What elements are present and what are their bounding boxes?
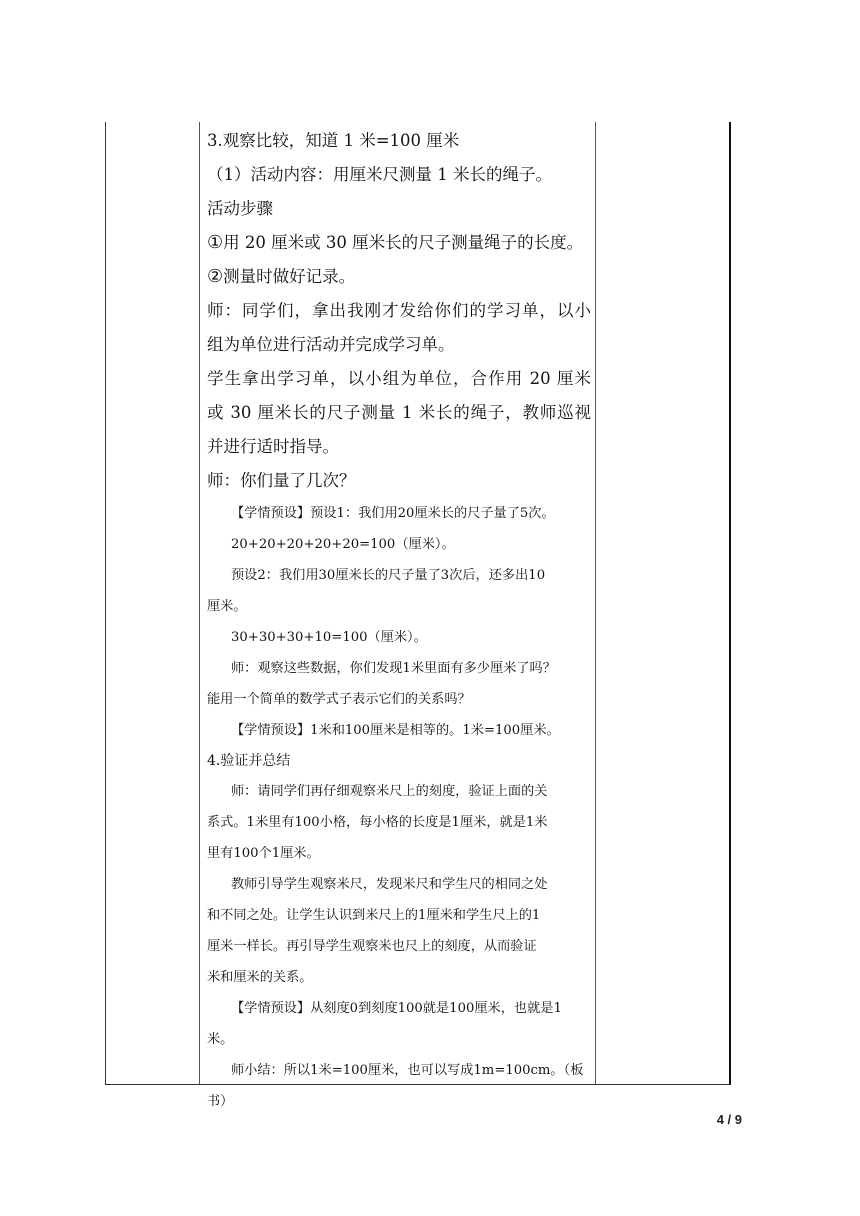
teacher-question: 师：你们量了几次？: [207, 471, 356, 490]
section-heading-3: 3.观察比较，知道 1 米=100 厘米: [207, 131, 460, 150]
student-text-line: 学生拿出学习单，以小组为单位，合作用 20 厘米: [207, 369, 591, 388]
preset-line: 米。: [207, 1032, 234, 1047]
guide-text-line: 厘米一样长。再引导学生观察米也尺上的刻度，从而验证: [207, 939, 537, 954]
step-2: ②测量时做好记录。: [207, 266, 356, 287]
column-divider-right: [595, 122, 596, 1084]
guide-text-line: 和不同之处。让学生认识到米尺上的1厘米和学生尺上的1: [207, 908, 541, 923]
circled-number: ②: [207, 266, 224, 287]
equation-line: 30+30+30+10=100（厘米）。: [231, 630, 427, 645]
preset-line: 【学情预设】1米和100厘米是相等的。1米=100厘米。: [231, 723, 560, 738]
column-divider-left: [199, 122, 200, 1084]
teacher-text-line: 能用一个简单的数学式子表示它们的关系吗？: [207, 692, 471, 707]
teacher-text-line: 里有100个1厘米。: [207, 846, 320, 861]
guide-text-line: 教师引导学生观察米尺，发现米尺和学生尺的相同之处: [231, 877, 548, 892]
teacher-text-line: 系式。1米里有100小格，每小格的长度是1厘米，就是1米: [207, 815, 548, 830]
student-text-line: 并进行适时指导。: [207, 437, 339, 456]
circled-number: ①: [207, 232, 224, 253]
lesson-content-cell: [207, 124, 591, 1117]
preset-line: 【学情预设】预设1：我们用20厘米长的尺子量了5次。: [231, 506, 555, 521]
step-1: ①用 20 厘米或 30 厘米长的尺子测量绳子的长度。: [207, 232, 584, 253]
equation-line: 20+20+20+20+20=100（厘米）。: [231, 537, 455, 552]
activity-content: （1）活动内容：用厘米尺测量 1 米长的绳子。: [207, 165, 552, 184]
summary-line: 书）: [207, 1094, 234, 1109]
activity-steps-heading: 活动步骤: [207, 199, 273, 218]
page-number: 4 / 9: [716, 1112, 742, 1127]
preset-line: 【学情预设】从刻度0到刻度100就是100厘米，也就是1: [231, 1001, 562, 1016]
guide-text-line: 米和厘米的关系。: [207, 970, 313, 985]
summary-line: 师小结：所以1米=100厘米，也可以写成1m=100cm。（板: [231, 1063, 584, 1078]
section-heading-4: 4.验证并总结: [207, 753, 291, 769]
preset-line: 厘米。: [207, 599, 247, 614]
student-text-line: 或 30 厘米长的尺子测量 1 米长的绳子，教师巡视: [207, 403, 591, 422]
teacher-text-line: 师：请同学们再仔细观察米尺上的刻度，验证上面的关: [231, 784, 548, 799]
preset-line: 预设2：我们用30厘米长的尺子量了3次后，还多出10: [231, 568, 546, 583]
teacher-text-line: 师：同学们，拿出我刚才发给你们的学习单，以小: [207, 301, 591, 320]
teacher-text-line: 组为单位进行活动并完成学习单。: [207, 335, 455, 354]
teacher-text-line: 师：观察这些数据，你们发现1米里面有多少厘米了吗？: [231, 661, 556, 676]
